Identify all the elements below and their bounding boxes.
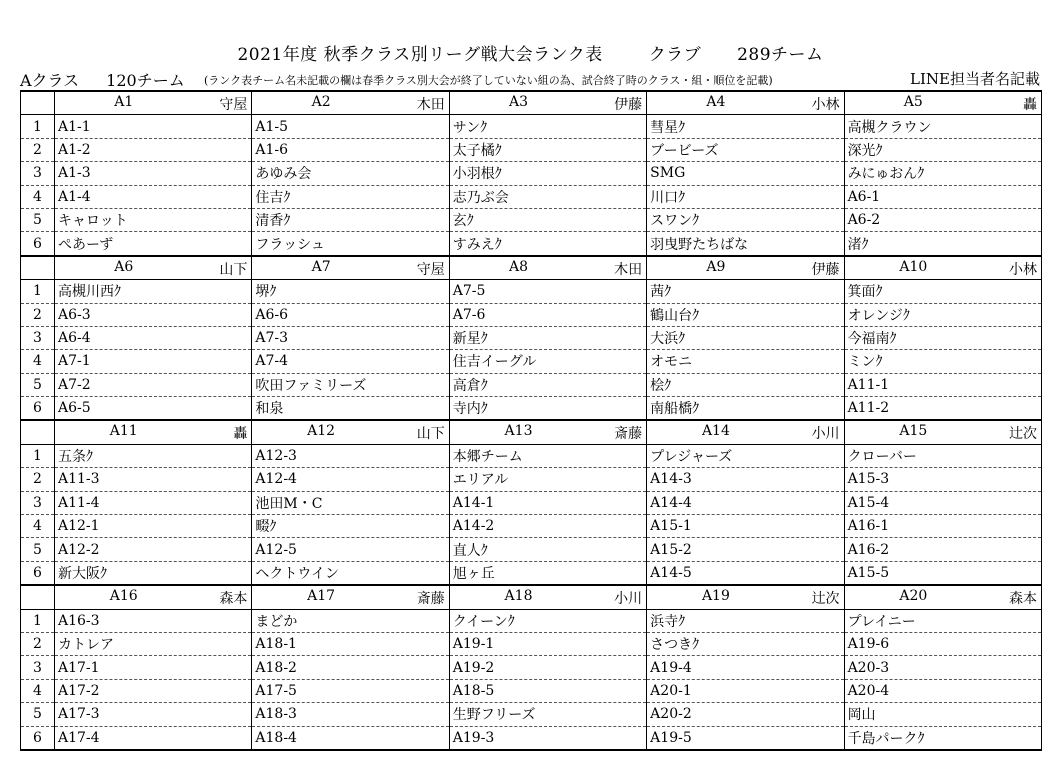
rank-number: 1 xyxy=(21,280,55,303)
group-manager: 小林 xyxy=(1009,261,1037,278)
team-cell: 畷ｸ xyxy=(252,515,449,538)
team-cell: 鶴山台ｸ xyxy=(647,303,844,326)
rank-number: 4 xyxy=(21,185,55,208)
group-name: A14 xyxy=(701,423,730,440)
rank-number: 2 xyxy=(21,138,55,161)
team-cell: 高倉ｸ xyxy=(449,373,646,396)
team-cell: サンｸ xyxy=(449,115,646,138)
group-header-row xyxy=(21,420,1042,444)
group-manager: 斎藤 xyxy=(416,591,445,608)
rank-row xyxy=(21,679,1042,702)
group-name: A7 xyxy=(311,258,331,275)
team-cell: SMG xyxy=(647,162,844,185)
group-manager: 小川 xyxy=(811,426,840,443)
team-cell: A1-3 xyxy=(55,162,252,185)
rank-number: 5 xyxy=(21,538,55,561)
group-header xyxy=(55,585,252,609)
team-cell: A12-2 xyxy=(55,538,252,561)
team-cell: プレジャーズ xyxy=(647,444,844,467)
rank-number: 3 xyxy=(21,491,55,514)
group-name: A4 xyxy=(706,94,726,110)
team-cell: 生野フリーズ xyxy=(449,703,646,726)
group-name: A3 xyxy=(509,94,529,110)
group-header xyxy=(55,256,252,280)
rank-number: 6 xyxy=(21,561,55,585)
team-cell: 小羽根ｸ xyxy=(449,162,646,185)
rank-row xyxy=(21,609,1042,632)
group-manager: 斎藤 xyxy=(614,426,643,443)
team-cell: A7-1 xyxy=(55,350,252,373)
team-cell: 茜ｸ xyxy=(647,280,844,303)
team-cell: 堺ｸ xyxy=(252,280,449,303)
corner-cell xyxy=(21,256,55,280)
team-cell: 太子橘ｸ xyxy=(449,138,646,161)
team-cell: A14-5 xyxy=(647,561,844,585)
team-cell: クイーンｸ xyxy=(449,609,646,632)
team-cell: A6-3 xyxy=(55,303,252,326)
page-title xyxy=(0,40,1061,65)
team-cell: 住吉ｸ xyxy=(252,185,449,208)
group-name: A2 xyxy=(311,94,331,110)
class-label: Aクラス xyxy=(20,71,80,90)
team-cell: A1-6 xyxy=(252,138,449,161)
team-cell: A17-4 xyxy=(55,726,252,750)
rank-number: 3 xyxy=(21,326,55,349)
team-cell: 新星ｸ xyxy=(449,326,646,349)
team-cell: A15-3 xyxy=(844,468,1041,491)
team-cell: A12-5 xyxy=(252,538,449,561)
rank-number: 6 xyxy=(21,397,55,421)
team-cell: クローバー xyxy=(844,444,1041,467)
team-cell: A1-2 xyxy=(55,138,252,161)
team-cell: A14-2 xyxy=(449,515,646,538)
team-cell: A15-2 xyxy=(647,538,844,561)
team-cell: フラッシュ xyxy=(252,232,449,256)
team-cell: 五条ｸ xyxy=(55,444,252,467)
group-manager: 山下 xyxy=(416,426,445,443)
team-cell: A17-2 xyxy=(55,679,252,702)
team-cell: A19-1 xyxy=(449,632,646,655)
rank-row xyxy=(21,538,1042,561)
team-cell: 志乃ぶ会 xyxy=(449,185,646,208)
rank-row xyxy=(21,703,1042,726)
group-header xyxy=(55,420,252,444)
group-manager: 伊藤 xyxy=(811,261,840,278)
group-manager: 伊藤 xyxy=(614,97,643,113)
team-cell: A19-5 xyxy=(647,726,844,750)
team-cell: A20-4 xyxy=(844,679,1041,702)
team-cell: エリアル xyxy=(449,468,646,491)
team-cell: 大浜ｸ xyxy=(647,326,844,349)
rank-row xyxy=(21,208,1042,231)
rank-row xyxy=(21,726,1042,750)
rank-row xyxy=(21,232,1042,256)
team-cell: さつきｸ xyxy=(647,632,844,655)
group-manager: 轟 xyxy=(1023,97,1037,113)
team-cell: ミンｸ xyxy=(844,350,1041,373)
rank-number: 5 xyxy=(21,373,55,396)
rank-number: 2 xyxy=(21,303,55,326)
group-manager: 小林 xyxy=(811,97,840,113)
team-cell: オレンジｸ xyxy=(844,303,1041,326)
group-header xyxy=(647,91,844,115)
rank-row xyxy=(21,656,1042,679)
group-header xyxy=(647,420,844,444)
group-name: A16 xyxy=(109,588,138,605)
rank-row xyxy=(21,115,1042,138)
rank-number: 4 xyxy=(21,679,55,702)
team-cell: 清香ｸ xyxy=(252,208,449,231)
team-cell: スワンｸ xyxy=(647,208,844,231)
group-header xyxy=(844,256,1041,280)
rank-number: 6 xyxy=(21,232,55,256)
team-cell: A19-2 xyxy=(449,656,646,679)
rank-row xyxy=(21,632,1042,655)
group-name: A13 xyxy=(504,423,533,440)
team-cell: A14-4 xyxy=(647,491,844,514)
team-cell: ぺあーず xyxy=(55,232,252,256)
team-cell: A1-1 xyxy=(55,115,252,138)
rank-number: 2 xyxy=(21,632,55,655)
team-cell: 千島パークｸ xyxy=(844,726,1041,750)
team-cell: A20-2 xyxy=(647,703,844,726)
team-cell: プレイニー xyxy=(844,609,1041,632)
team-cell: A19-6 xyxy=(844,632,1041,655)
rank-number: 6 xyxy=(21,726,55,750)
team-cell: A7-4 xyxy=(252,350,449,373)
group-header xyxy=(449,91,646,115)
team-cell: A14-3 xyxy=(647,468,844,491)
class-info xyxy=(20,68,185,91)
team-cell: 浜寺ｸ xyxy=(647,609,844,632)
rank-number: 3 xyxy=(21,162,55,185)
team-cell: 羽曳野たちばな xyxy=(647,232,844,256)
group-header xyxy=(449,585,646,609)
team-cell: A6-1 xyxy=(844,185,1041,208)
team-cell: まどか xyxy=(252,609,449,632)
rank-number: 5 xyxy=(21,703,55,726)
corner-cell xyxy=(21,420,55,444)
rank-row xyxy=(21,138,1042,161)
group-header xyxy=(647,585,844,609)
team-cell: キャロット xyxy=(55,208,252,231)
team-cell: A15-5 xyxy=(844,561,1041,585)
team-cell: 吹田ファミリーズ xyxy=(252,373,449,396)
team-cell: 旭ヶ丘 xyxy=(449,561,646,585)
team-cell: A16-3 xyxy=(55,609,252,632)
group-name: A6 xyxy=(114,258,134,275)
team-cell: 本郷チーム xyxy=(449,444,646,467)
team-cell: A16-1 xyxy=(844,515,1041,538)
team-cell: A20-1 xyxy=(647,679,844,702)
team-cell: みにゅおんｸ xyxy=(844,162,1041,185)
group-header xyxy=(252,91,449,115)
group-manager: 守屋 xyxy=(219,97,248,113)
group-header xyxy=(647,256,844,280)
team-cell: 池田M・C xyxy=(252,491,449,514)
team-cell: 彗星ｸ xyxy=(647,115,844,138)
team-cell: A17-1 xyxy=(55,656,252,679)
group-name: A19 xyxy=(701,588,730,605)
group-name: A11 xyxy=(109,423,138,440)
team-cell: 玄ｸ xyxy=(449,208,646,231)
rank-row xyxy=(21,515,1042,538)
group-header xyxy=(844,585,1041,609)
team-cell: 桧ｸ xyxy=(647,373,844,396)
rank-row xyxy=(21,326,1042,349)
rank-row xyxy=(21,350,1042,373)
rank-number: 4 xyxy=(21,350,55,373)
team-cell: A12-4 xyxy=(252,468,449,491)
team-cell: 寺内ｸ xyxy=(449,397,646,421)
group-header xyxy=(252,256,449,280)
rank-number: 1 xyxy=(21,444,55,467)
team-cell: 岡山 xyxy=(844,703,1041,726)
rank-row xyxy=(21,468,1042,491)
team-cell: A7-6 xyxy=(449,303,646,326)
title-text: 2021年度 秋季クラス別リーグ戦大会ランク表 xyxy=(237,45,603,65)
team-cell: 深光ｸ xyxy=(844,138,1041,161)
group-name: A10 xyxy=(899,258,928,275)
rank-row xyxy=(21,491,1042,514)
group-header-row xyxy=(21,585,1042,609)
line-note: LINE担当者名記載 xyxy=(910,70,1040,88)
team-cell: 川口ｸ xyxy=(647,185,844,208)
team-cell: A19-4 xyxy=(647,656,844,679)
team-cell: A7-2 xyxy=(55,373,252,396)
class-header xyxy=(20,68,1040,88)
team-cell: A6-6 xyxy=(252,303,449,326)
class-note: (ランク表チーム名未記載の欄は春季クラス別大会が終了していない組の為、試合終了時のクラス・組・順位を記載) xyxy=(204,74,773,87)
team-cell: ブービーズ xyxy=(647,138,844,161)
group-manager: 辻次 xyxy=(811,591,840,608)
team-cell: A18-1 xyxy=(252,632,449,655)
team-cell: A1-5 xyxy=(252,115,449,138)
group-header xyxy=(252,420,449,444)
rank-row xyxy=(21,444,1042,467)
team-cell: 南船橋ｸ xyxy=(647,397,844,421)
group-manager: 小川 xyxy=(614,591,643,608)
team-cell: A17-3 xyxy=(55,703,252,726)
group-manager: 木田 xyxy=(416,97,445,113)
group-name: A8 xyxy=(509,258,529,275)
team-cell: A11-1 xyxy=(844,373,1041,396)
rank-number: 4 xyxy=(21,515,55,538)
team-cell: A15-1 xyxy=(647,515,844,538)
team-cell: 和泉 xyxy=(252,397,449,421)
group-header xyxy=(844,420,1041,444)
team-cell: ヘクトウイン xyxy=(252,561,449,585)
rank-row xyxy=(21,373,1042,396)
rank-row xyxy=(21,162,1042,185)
rank-row xyxy=(21,397,1042,421)
team-cell: A6-4 xyxy=(55,326,252,349)
team-cell: A1-4 xyxy=(55,185,252,208)
team-cell: オモニ xyxy=(647,350,844,373)
group-name: A18 xyxy=(504,588,533,605)
team-cell: A7-3 xyxy=(252,326,449,349)
team-cell: 箕面ｸ xyxy=(844,280,1041,303)
group-name: A12 xyxy=(307,423,336,440)
group-name: A17 xyxy=(307,588,336,605)
rank-number: 5 xyxy=(21,208,55,231)
rank-number: 3 xyxy=(21,656,55,679)
team-cell: 渚ｸ xyxy=(844,232,1041,256)
team-cell: すみえｸ xyxy=(449,232,646,256)
group-name: A1 xyxy=(114,94,134,110)
group-header-row xyxy=(21,91,1042,115)
team-cell: 今福南ｸ xyxy=(844,326,1041,349)
group-manager: 森本 xyxy=(1009,591,1037,608)
corner-cell xyxy=(21,91,55,115)
team-cell: A18-5 xyxy=(449,679,646,702)
group-manager: 守屋 xyxy=(416,261,445,278)
group-manager: 木田 xyxy=(614,261,643,278)
team-cell: A14-1 xyxy=(449,491,646,514)
team-cell: A18-4 xyxy=(252,726,449,750)
team-cell: A19-3 xyxy=(449,726,646,750)
team-cell: カトレア xyxy=(55,632,252,655)
team-cell: A11-2 xyxy=(844,397,1041,421)
team-cell: あゆみ会 xyxy=(252,162,449,185)
team-cell: A6-5 xyxy=(55,397,252,421)
rank-number: 1 xyxy=(21,115,55,138)
group-name: A9 xyxy=(706,258,726,275)
group-name: A20 xyxy=(899,588,928,605)
team-cell: A12-1 xyxy=(55,515,252,538)
rank-number: 2 xyxy=(21,468,55,491)
group-name: A15 xyxy=(899,423,928,440)
team-cell: A20-3 xyxy=(844,656,1041,679)
team-cell: 直人ｸ xyxy=(449,538,646,561)
team-cell: A18-2 xyxy=(252,656,449,679)
team-cell: A7-5 xyxy=(449,280,646,303)
corner-cell xyxy=(21,585,55,609)
group-name: A5 xyxy=(903,94,923,110)
group-manager: 辻次 xyxy=(1009,426,1037,443)
club-label: クラブ xyxy=(648,45,702,65)
group-header xyxy=(844,91,1041,115)
team-cell: 住吉イーグル xyxy=(449,350,646,373)
team-cell: A12-3 xyxy=(252,444,449,467)
rank-row xyxy=(21,185,1042,208)
rank-row xyxy=(21,280,1042,303)
team-cell: 新大阪ｸ xyxy=(55,561,252,585)
rank-table xyxy=(20,90,1042,751)
rank-row xyxy=(21,303,1042,326)
team-cell: A18-3 xyxy=(252,703,449,726)
team-cell: A15-4 xyxy=(844,491,1041,514)
group-manager: 轟 xyxy=(233,426,248,443)
team-cell: A11-4 xyxy=(55,491,252,514)
group-manager: 山下 xyxy=(219,261,248,278)
team-cell: A17-5 xyxy=(252,679,449,702)
team-cell: A6-2 xyxy=(844,208,1041,231)
group-header xyxy=(449,420,646,444)
team-cell: 高槻クラウン xyxy=(844,115,1041,138)
rank-row xyxy=(21,561,1042,585)
team-cell: A16-2 xyxy=(844,538,1041,561)
group-header xyxy=(449,256,646,280)
group-header xyxy=(252,585,449,609)
class-count: 120チーム xyxy=(106,71,185,90)
total-teams: 289チーム xyxy=(737,45,824,65)
group-header xyxy=(55,91,252,115)
rank-number: 1 xyxy=(21,609,55,632)
team-cell: A11-3 xyxy=(55,468,252,491)
team-cell: 高槻川西ｸ xyxy=(55,280,252,303)
group-manager: 森本 xyxy=(219,591,248,608)
group-header-row xyxy=(21,256,1042,280)
